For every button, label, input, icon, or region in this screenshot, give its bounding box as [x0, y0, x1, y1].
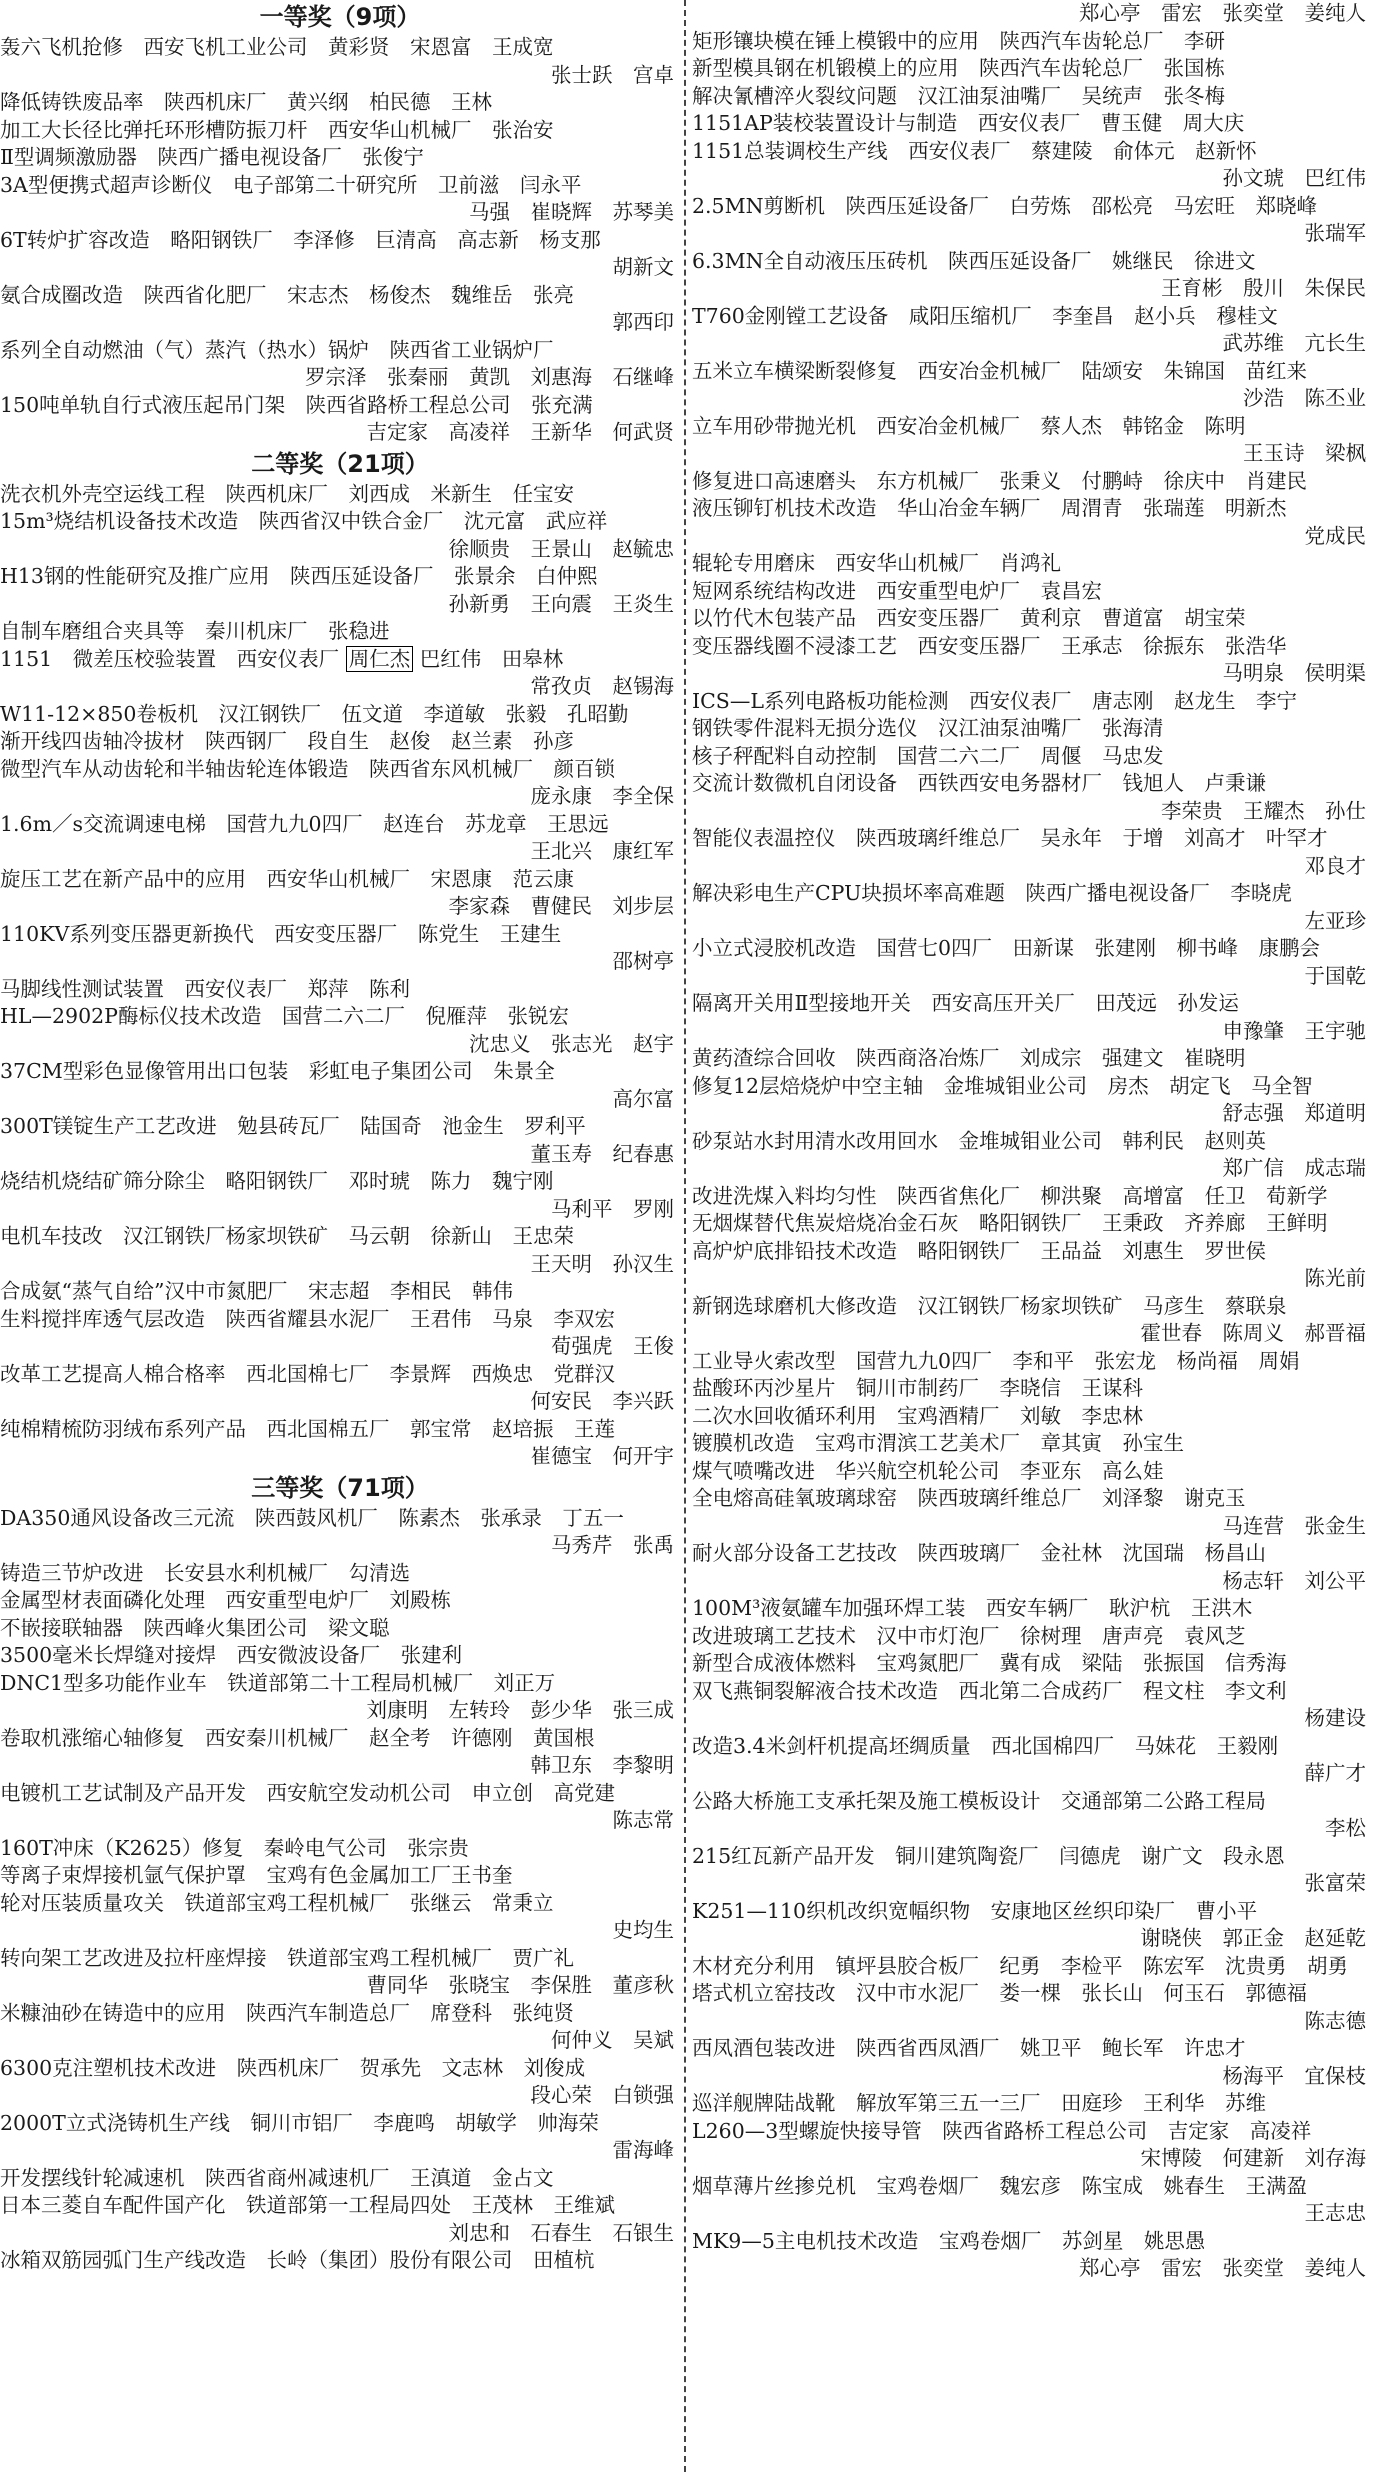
award-entry-continuation: 段心荣 白锁强 [530, 2083, 674, 2107]
award-entry-main: 铸造三节炉改进 长安县水利机械厂 勾清选 [0, 1560, 410, 1585]
award-entry [0, 2055, 680, 2110]
award-entry [692, 193, 1372, 248]
award-entry-main: 解决彩电生产CPU块损坏率高难题 陕西广播电视设备厂 李晓虎 [692, 881, 1292, 905]
award-entry [0, 1560, 680, 1588]
award-entry-continuation: 何安民 李兴跃 [530, 1389, 674, 1413]
award-entry-main: 氨合成圈改造 陕西省化肥厂 宋志杰 杨俊杰 魏维岳 张亮 [0, 282, 574, 307]
award-entry-main: 洗衣机外壳空运线工程 陕西机床厂 刘西成 米新生 任宝安 [0, 481, 574, 506]
award-entry-main: 合成氨“蒸气自给”汉中市氮肥厂 宋志超 李相民 韩伟 [0, 1279, 513, 1303]
award-entry [692, 1623, 1372, 1651]
award-entry-continuation: 刘康明 左转玲 彭少华 张三成 [366, 1698, 674, 1722]
award-entry-main: 1151AP装校装置设计与制造 西安仪表厂 曹玉健 周大庆 [692, 111, 1245, 135]
award-entry [0, 2000, 680, 2055]
award-entry [0, 618, 680, 646]
award-entry-main: 钢铁零件混料无损分选仪 汉江油泵油嘴厂 张海清 [692, 716, 1164, 740]
award-entry [0, 756, 680, 811]
award-entry-continuation: 左亚珍 [1304, 908, 1366, 933]
award-entry [692, 550, 1372, 578]
award-entry [692, 1898, 1372, 1953]
award-entry-continuation: 沈忠义 张志光 赵宇 [469, 1031, 674, 1056]
award-entry [692, 715, 1372, 743]
award-entry-continuation: 韩卫东 李黎明 [530, 1753, 674, 1777]
award-entry [0, 1780, 680, 1835]
section-title: 一等奖（9项） [259, 3, 421, 31]
award-entry [0, 1835, 680, 1863]
award-entry-main: 轰六飞机抢修 西安飞机工业公司 黄彩贤 宋恩富 王成宽 [0, 35, 554, 59]
award-entry-main: 改革工艺提高人棉合格率 西北国棉七厂 李景辉 西焕忠 党群汉 [0, 1361, 615, 1386]
award-entry-main: 无烟煤替代焦炭焙烧冶金石灰 略阳钢铁厂 王秉政 齐养廊 王鲜明 [692, 1211, 1328, 1235]
award-entry-main: 砂泵站水封用清水改用回水 金堆城钼业公司 韩利民 赵则英 [692, 1128, 1266, 1153]
award-entry [0, 1505, 680, 1560]
award-entry [0, 2165, 680, 2193]
award-entry-continuation: 李松 [1325, 1816, 1366, 1840]
award-entry-main: 西凤酒包装改进 陕西省西凤酒厂 姚卫平 鲍长军 许忠才 [692, 2036, 1246, 2060]
award-entry [0, 1058, 680, 1113]
award-entry [0, 1945, 680, 2000]
award-entry [692, 1375, 1372, 1403]
award-entry-continuation: 孙文琥 巴红伟 [1222, 166, 1366, 190]
award-entry [692, 605, 1372, 633]
award-entry [0, 282, 680, 337]
award-entry-main: L260—3型螺旋快接导管 陕西省路桥工程总公司 吉定家 高凌祥 [692, 2118, 1312, 2143]
award-entry-continuation: 张士跃 宫卓 [551, 62, 674, 87]
award-entry-continuation: 王志忠 [1304, 2201, 1366, 2225]
award-entry [0, 701, 680, 729]
award-entry-main: 镀膜机改造 宝鸡市渭滨工艺美术厂 章其寅 孙宝生 [692, 1431, 1184, 1455]
award-entry-main: 系列全自动燃油（气）蒸汽（热水）锅炉 陕西省工业锅炉厂 [0, 337, 554, 362]
award-entry-continuation: 陈志德 [1304, 2008, 1366, 2033]
award-entry-main: Ⅱ型调频激励器 陕西广播电视设备厂 张俊宁 [0, 145, 424, 169]
award-entry [0, 646, 680, 701]
award-entry [692, 1733, 1372, 1788]
award-entry [0, 144, 680, 172]
award-entry [692, 1843, 1372, 1898]
award-entry [692, 1485, 1372, 1540]
award-entry-main: 公路大桥施工支承托架及施工模板设计 交通部第二公路工程局 [692, 1788, 1266, 1813]
award-entry-main: H13钢的性能研究及推广应用 陕西压延设备厂 张景余 白仲熙 [0, 564, 598, 588]
award-entry [692, 1073, 1372, 1128]
award-entry [692, 1980, 1372, 2035]
award-entry-main: DNC1型多功能作业车 铁道部第二十工程局机械厂 刘正万 [0, 1670, 556, 1695]
award-entry-continuation: 庞永康 李全保 [530, 784, 674, 808]
award-entry [692, 468, 1372, 496]
award-entry-main: 1.6m／s交流调速电梯 国营九九0四厂 赵连台 苏龙章 王思远 [0, 811, 609, 836]
award-entry [692, 1293, 1372, 1348]
left-column [0, 0, 680, 2472]
award-entry [692, 1540, 1372, 1595]
award-entry-main: 6300克注塑机技术改进 陕西机床厂 贺承先 文志林 刘俊成 [0, 2055, 586, 2080]
award-entry [692, 743, 1372, 771]
award-entry-main: 立车用砂带抛光机 西安冶金机械厂 蔡人杰 韩铭金 陈明 [692, 413, 1246, 438]
award-entry-continuation: 杨志轩 刘公平 [1222, 1568, 1366, 1593]
award-entry-main: K251—110织机改织宽幅织物 安康地区丝织印染厂 曹小平 [692, 1898, 1258, 1923]
award-entry [0, 728, 680, 756]
award-entry [0, 89, 680, 117]
award-entry-continuation: 武苏维 亢长生 [1222, 331, 1366, 355]
award-entry-main: 3A型便携式超声诊断仪 电子部第二十研究所 卫前滋 闫永平 [0, 172, 582, 197]
award-entry-main: 改进洗煤入料均匀性 陕西省焦化厂 柳洪聚 高增富 任卫 荀新学 [692, 1183, 1328, 1208]
award-entry [692, 1128, 1372, 1183]
award-entry-main: 电机车技改 汉江钢铁厂杨家坝铁矿 马云朝 徐新山 王忠荣 [0, 1224, 574, 1248]
award-entry [0, 1278, 680, 1306]
award-entry [692, 1430, 1372, 1458]
award-entry [692, 495, 1372, 550]
award-entry-continuation: 沙浩 陈丕业 [1243, 386, 1366, 410]
award-entry [692, 1183, 1372, 1211]
award-entry [0, 1306, 680, 1361]
award-entry-main: 卷取机涨缩心轴修复 西安秦川机械厂 赵全考 许德刚 黄国根 [0, 1725, 595, 1750]
right-column [692, 0, 1372, 2472]
award-entry [692, 1458, 1372, 1486]
award-entry [692, 358, 1372, 413]
award-entry [0, 172, 680, 227]
award-entry [0, 2192, 680, 2247]
award-entry-main: 烟草薄片丝掺兑机 宝鸡卷烟厂 魏宏彦 陈宝成 姚春生 王满盈 [692, 2173, 1307, 2198]
award-entry-continuation: 申豫肇 王宇驰 [1222, 1018, 1366, 1043]
award-entry-main: MK9—5主电机技术改造 宝鸡卷烟厂 苏剑星 姚思愚 [692, 2228, 1206, 2253]
award-entry [692, 1650, 1372, 1678]
award-entry [0, 1642, 680, 1670]
award-entry [692, 1348, 1372, 1376]
award-entry [692, 110, 1372, 138]
award-entry [0, 481, 680, 509]
award-entry-continuation: 王育彬 殷川 朱保民 [1161, 276, 1366, 300]
award-entry-main: 2.5MN剪断机 陕西压延设备厂 白劳炼 邵松亮 马宏旺 郑晓峰 [692, 193, 1318, 218]
award-entry-main: 电镀机工艺试制及产品开发 西安航空发动机公司 申立创 高党建 [0, 1780, 615, 1805]
award-entry [692, 248, 1372, 303]
award-entry-continuation: 曹同华 张晓宝 李保胜 董彦秋 [366, 1973, 674, 1997]
award-entry-main: 100M³液氨罐车加强环焊工装 西安车辆厂 耿沪杭 王洪木 [692, 1596, 1253, 1620]
award-entry-continuation: 陈光前 [1304, 1266, 1366, 1290]
award-entry [692, 2118, 1372, 2173]
award-entry-continuation: 马利平 罗刚 [551, 1196, 674, 1221]
award-entry-continuation: 刘忠和 石春生 石银生 [448, 2220, 674, 2245]
award-entry-main: 渐开线四齿轴冷拔材 陕西钢厂 段自生 赵俊 赵兰素 孙彦 [0, 729, 574, 753]
award-entry [692, 1045, 1372, 1073]
award-entry [692, 1210, 1372, 1238]
award-entry-main: HL—2902P酶标仪技术改造 国营二六二厂 倪雁萍 张锐宏 [0, 1004, 569, 1028]
award-entry [692, 578, 1372, 606]
award-entry-continuation: 李荣贵 王耀杰 孙仕 [1161, 798, 1366, 823]
section-title: 三等奖（71项） [251, 1473, 429, 1502]
award-entry-continuation: 马明泉 侯明渠 [1222, 661, 1366, 685]
award-entry [692, 1788, 1372, 1843]
award-entry-main: 纯棉精梳防羽绒布系列产品 西北国棉五厂 郭宝常 赵培振 王莲 [0, 1416, 615, 1441]
award-entry [692, 1238, 1372, 1293]
award-entry [692, 83, 1372, 111]
award-entry-post: 巴红伟 田皋林 [419, 646, 564, 671]
award-entry-continuation: 邵树亭 [612, 949, 674, 973]
award-entry [692, 1678, 1372, 1733]
award-entry-continuation: 张瑞军 [1304, 221, 1366, 245]
award-entry-main: 马脚线性测试装置 西安仪表厂 郑萍 陈利 [0, 976, 410, 1001]
award-entry-continuation: 崔德宝 何开宇 [530, 1444, 674, 1468]
award-entry-continuation: 荀强虎 王俊 [551, 1334, 674, 1358]
award-entry-main: 全电熔高硅氧玻璃球窑 陕西玻璃纤维总厂 刘泽黎 谢克玉 [692, 1486, 1246, 1510]
award-entry-main: 矩形镶块模在锤上模锻中的应用 陕西汽车齿轮总厂 李研 [692, 28, 1225, 53]
award-entry-continuation: 罗宗泽 张秦丽 黄凯 刘惠海 石继峰 [305, 365, 674, 389]
award-entry-main: 变压器线圈不浸漆工艺 西安变压器厂 王承志 徐振东 张浩华 [692, 633, 1287, 658]
award-entry-continuation: 郑心亭 雷宏 张奕堂 姜纯人 [1079, 2256, 1366, 2280]
award-entry-main: 二次水回收循环利用 宝鸡酒精厂 刘敏 李忠林 [692, 1403, 1143, 1428]
award-entry-continuation: 董玉寿 纪春惠 [530, 1141, 674, 1166]
award-entry-main: 降低铸铁废品率 陕西机床厂 黄兴纲 柏民德 王林 [0, 90, 492, 114]
award-entry-main: 转向架工艺改进及拉杆座焊接 铁道部宝鸡工程机械厂 贾广礼 [0, 1945, 574, 1970]
award-entry-main: 交流计数微机自闭设备 西铁西安电务器材厂 钱旭人 卢秉谦 [692, 771, 1266, 795]
award-entry [0, 1223, 680, 1278]
award-entry-main: W11-12×850卷板机 汉江钢铁厂 伍文道 李道敏 张毅 孔昭勤 [0, 701, 629, 726]
award-entry-main: 智能仪表温控仪 陕西玻璃纤维总厂 吴永年 于增 刘高才 叶罕才 [692, 826, 1328, 850]
award-entry-main: 修复12层焙烧炉中空主轴 金堆城钼业公司 房杰 胡定飞 马全智 [692, 1073, 1313, 1098]
award-entry-main: 生料搅拌库透气层改造 陕西省耀县水泥厂 王君伟 马泉 李双宏 [0, 1306, 615, 1331]
award-entry-main: 轮对压装质量攻关 铁道部宝鸡工程机械厂 张继云 常秉立 [0, 1890, 554, 1915]
award-entry-main: 215红瓦新产品开发 铜川建筑陶瓷厂 闫德虎 谢广文 段永恩 [692, 1843, 1285, 1868]
award-entry-continuation: 马秀芹 张禹 [551, 1533, 674, 1557]
award-entry-main: 旋压工艺在新产品中的应用 西安华山机械厂 宋恩康 范云康 [0, 866, 574, 891]
award-entry-main: 150吨单轨自行式液压起吊门架 陕西省路桥工程总公司 张充满 [0, 392, 593, 417]
award-entry-main: 工业导火索改型 国营九九0四厂 李和平 张宏龙 杨尚福 周娟 [692, 1348, 1300, 1373]
award-entry-continuation: 孙新勇 王向震 王炎生 [448, 591, 674, 616]
award-entry-main: 高炉炉底排铅技术改造 略阳钢铁厂 王品益 刘惠生 罗世侯 [692, 1238, 1266, 1263]
award-entry-continuation: 郑心亭 雷宏 张奕堂 姜纯人 [1079, 1, 1366, 25]
award-entry-continuation: 张富荣 [1304, 1871, 1366, 1895]
award-entry [0, 1615, 680, 1643]
award-entry [0, 1361, 680, 1416]
award-entry-continuation: 杨海平 宜保枝 [1222, 2063, 1366, 2088]
award-entry-main: 300T镁锭生产工艺改进 勉县砖瓦厂 陆国奇 池金生 罗利平 [0, 1114, 586, 1138]
award-entry-main: 塔式机立窑技改 汉中市水泥厂 娄一棵 张长山 何玉石 郭德福 [692, 1981, 1307, 2005]
award-entry-main: 3500毫米长焊缝对接焊 西安微波设备厂 张建利 [0, 1643, 463, 1667]
award-entry-main [0, 646, 680, 674]
award-entry-main: 改进玻璃工艺技术 汉中市灯泡厂 徐树理 唐声亮 袁风芝 [692, 1623, 1246, 1648]
award-entry-main: T760金刚镗工艺设备 咸阳压缩机厂 李奎昌 赵小兵 穆桂文 [692, 303, 1278, 328]
award-entry-main: 微型汽车从动齿轮和半轴齿轮连体锻造 陕西省东风机械厂 颜百锁 [0, 756, 615, 781]
award-entry [0, 1003, 680, 1058]
award-entry [692, 990, 1372, 1045]
award-entry-main: 米糠油砂在铸造中的应用 陕西汽车制造总厂 席登科 张纯贤 [0, 2000, 574, 2025]
award-entry [0, 2247, 680, 2275]
award-entry-continuation: 常孜贞 赵锡海 [530, 674, 674, 698]
award-entry [692, 2173, 1372, 2228]
award-entry-main: 冰箱双筋园弧门生产线改造 长岭（集团）股份有限公司 田植杭 [0, 2248, 595, 2272]
award-entry-continuation: 薛广才 [1304, 1761, 1366, 1785]
award-entry-continuation: 邓良才 [1304, 853, 1366, 878]
award-entry-main: 加工大长径比弹托环形槽防振刀杆 西安华山机械厂 张治安 [0, 117, 554, 142]
award-entry [0, 1862, 680, 1890]
award-entry [692, 413, 1372, 468]
boxed-name: 周仁杰 [346, 646, 414, 672]
award-entry-main: 盐酸环丙沙星片 铜川市制药厂 李晓信 王谋科 [692, 1376, 1143, 1400]
award-entry [692, 935, 1372, 990]
award-entry-main: 双飞燕铜裂解液合技术改造 西北第二合成药厂 程文柱 李文利 [692, 1678, 1287, 1703]
award-entry [692, 28, 1372, 56]
section-title: 二等奖（21项） [251, 449, 429, 478]
award-entry-continuation: 高尔富 [612, 1086, 674, 1111]
award-entry-continuation: 马强 崔晓辉 苏琴美 [469, 200, 674, 224]
award-entry-main: 37CM型彩色显像管用出口包装 彩虹电子集团公司 朱景全 [0, 1059, 555, 1083]
award-entry-main: 160T冲床（K2625）修复 秦岭电气公司 张宗贵 [0, 1835, 469, 1860]
award-entry [692, 1953, 1372, 1981]
award-entry-main: ICS—L系列电路板功能检测 西安仪表厂 唐志刚 赵龙生 李宁 [692, 688, 1297, 713]
award-entry-main: 修复进口高速磨头 东方机械厂 张秉义 付鹏峙 徐庆中 肖建民 [692, 468, 1307, 493]
award-entry-continuation: 谢晓侠 郭正金 赵延乾 [1140, 1926, 1366, 1950]
award-entry [0, 337, 680, 392]
award-entry [692, 1403, 1372, 1431]
award-entry [0, 508, 680, 563]
award-entry-main: 110KV系列变压器更新换代 西安变压器厂 陈党生 王建生 [0, 921, 562, 946]
award-entry [692, 303, 1372, 358]
award-entry [692, 688, 1372, 716]
award-entry-continuation: 胡新文 [612, 255, 674, 279]
award-entry-main: 辊轮专用磨床 西安华山机械厂 肖鸿礼 [692, 551, 1061, 575]
award-entry [0, 117, 680, 145]
award-entry-main: 黄药渣综合回收 陕西商洛冶炼厂 刘成宗 强建文 崔晓明 [692, 1046, 1246, 1070]
award-entry-continuation: 党成民 [1304, 523, 1366, 548]
award-entry-main: 改造3.4米剑杆机提高坯绸质量 西北国棉四厂 马妹花 王毅刚 [692, 1733, 1279, 1758]
award-entry-pre: 1151 微差压校验装置 西安仪表厂 [0, 646, 340, 671]
award-entry-main: 液压铆钉机技术改造 华山冶金车辆厂 周渭青 张瑞莲 明新杰 [692, 496, 1287, 520]
award-entry-continuation: 王天明 孙汉生 [530, 1251, 674, 1276]
award-entry-continuation: 史均生 [612, 1918, 674, 1942]
award-entry-main: 隔离开关用Ⅱ型接地开关 西安高压开关厂 田茂远 孙发运 [692, 991, 1239, 1015]
award-entry-main: 煤气喷嘴改进 华兴航空机轮公司 李亚东 高么娃 [692, 1458, 1164, 1483]
award-entry-main: 金属型材表面磷化处理 西安重型电炉厂 刘殿栋 [0, 1588, 451, 1612]
award-entry-main: 6T转炉扩容改造 略阳钢铁厂 李泽修 巨清高 高志新 杨支那 [0, 227, 601, 252]
award-entry-continuation: 何仲义 吴斌 [551, 2028, 674, 2052]
award-entry [0, 1725, 680, 1780]
award-entry-main: 15m³烧结机设备技术改造 陕西省汉中铁合金厂 沈元富 武应祥 [0, 509, 608, 533]
award-entry [692, 880, 1372, 935]
award-entry [692, 633, 1372, 688]
award-entry-main: 耐火部分设备工艺技改 陕西玻璃厂 金社林 沈国瑞 杨昌山 [692, 1541, 1266, 1565]
award-entry [692, 138, 1372, 193]
award-entry-main: 新型模具钢在机锻模上的应用 陕西汽车齿轮总厂 张国栋 [692, 56, 1225, 80]
award-entry-main: 短网系统结构改进 西安重型电炉厂 袁昌宏 [692, 578, 1102, 603]
award-entry-continuation: 郭西印 [612, 310, 674, 334]
award-entry-main: 自制车磨组合夹具等 秦川机床厂 张稳进 [0, 619, 390, 643]
award-entry [0, 1113, 680, 1168]
award-entry [692, 770, 1372, 825]
award-entry [0, 227, 680, 282]
award-entry [692, 55, 1372, 83]
award-entry-main: DA350通风设备改三元流 陕西鼓风机厂 陈素杰 张承录 丁五一 [0, 1505, 624, 1530]
award-entry [692, 2090, 1372, 2118]
award-entry [0, 866, 680, 921]
award-entry-continuation: 霍世春 陈周义 郝晋福 [1140, 1321, 1366, 1345]
award-entry [692, 2035, 1372, 2090]
award-entry [0, 1168, 680, 1223]
award-entry [0, 1670, 680, 1725]
award-entry-main: 五米立车横梁断裂修复 西安冶金机械厂 陆颂安 朱锦国 苗红来 [692, 358, 1307, 383]
award-entry [0, 392, 680, 447]
award-entry-continuation: 杨建设 [1304, 1706, 1366, 1730]
award-entry-continuation: 陈志常 [612, 1808, 674, 1832]
award-entry-main: 开发摆线针轮减速机 陕西省商州减速机厂 王滇道 金占文 [0, 2165, 554, 2190]
award-entry-continuation: 王北兴 康红军 [530, 839, 674, 863]
award-entry [0, 2110, 680, 2165]
award-entry [692, 2228, 1372, 2283]
award-entry [692, 825, 1372, 880]
award-entry-continuation: 宋博陵 何建新 刘存海 [1140, 2146, 1366, 2170]
award-entry [0, 34, 680, 89]
award-entry-continuation: 李家森 曹健民 刘步层 [448, 894, 674, 918]
award-entry-main: 新型合成液体燃料 宝鸡氮肥厂 冀有成 梁陆 张振国 信秀海 [692, 1651, 1287, 1675]
award-entry-continuation: 吉定家 高凌祥 王新华 何武贤 [366, 420, 674, 444]
award-entry-main: 日本三菱自车配件国产化 铁道部第一工程局四处 王茂林 王维斌 [0, 2193, 615, 2217]
award-entry-main: 不嵌接联轴器 陕西峰火集团公司 梁文聪 [0, 1615, 390, 1640]
award-entry-continuation: 于国乾 [1304, 963, 1366, 988]
award-entry [0, 921, 680, 976]
award-entry-main: 核子秤配料自动控制 国营二六二厂 周偃 马忠发 [692, 743, 1164, 768]
award-entry-main: 6.3MN全自动液压压砖机 陕西压延设备厂 姚继民 徐进文 [692, 248, 1256, 273]
award-entry-main: 小立式浸胶机改造 国营七0四厂 田新谋 张建刚 柳书峰 康鹏会 [692, 936, 1321, 960]
award-entry-continuation: 王玉诗 梁枫 [1243, 441, 1366, 465]
award-entry [692, 1595, 1372, 1623]
award-entry [0, 1890, 680, 1945]
award-entry-continuation: 雷海峰 [612, 2138, 674, 2162]
award-entry-continuation: 马连营 张金生 [1222, 1513, 1366, 1538]
award-entry-main: 巡洋舰牌陆战靴 解放军第三五一三厂 田庭珍 王利华 苏维 [692, 2091, 1266, 2115]
award-entry-main: 新钢选球磨机大修改造 汉江钢铁厂杨家坝铁矿 马彦生 蔡联泉 [692, 1293, 1287, 1318]
award-entry-main: 2000T立式浇铸机生产线 铜川市铝厂 李鹿鸣 胡敏学 帅海荣 [0, 2110, 599, 2135]
award-entry [0, 976, 680, 1004]
award-entry-main: 以竹代木包装产品 西安变压器厂 黄利京 曹道富 胡宝荣 [692, 606, 1246, 630]
award-entry [0, 1587, 680, 1615]
award-entry-main: 解决氰槽淬火裂纹问题 汉江油泵油嘴厂 吴统声 张冬梅 [692, 83, 1225, 108]
award-entry-main: 1151总装调校生产线 西安仪表厂 蔡建陵 俞体元 赵新怀 [692, 138, 1257, 163]
award-entry-main: 烧结机烧结矿筛分除尘 略阳钢铁厂 邓时琥 陈力 魏宁刚 [0, 1169, 554, 1193]
award-entry [0, 563, 680, 618]
award-entry-main: 木材充分利用 镇坪县胶合板厂 纪勇 李检平 陈宏军 沈贵勇 胡勇 [692, 1953, 1348, 1978]
award-entry [0, 811, 680, 866]
award-entry-continuation: 徐顺贵 王景山 赵毓忠 [448, 536, 674, 561]
award-entry [0, 1416, 680, 1471]
column-divider [684, 0, 688, 2472]
award-entry-continuation: 舒志强 郑道明 [1222, 1101, 1366, 1125]
award-entry-continuation: 郑广信 成志瑞 [1222, 1156, 1366, 1180]
award-entry-main: 等离子束焊接机氩气保护罩 宝鸡有色金属加工厂王书奎 [0, 1863, 513, 1887]
